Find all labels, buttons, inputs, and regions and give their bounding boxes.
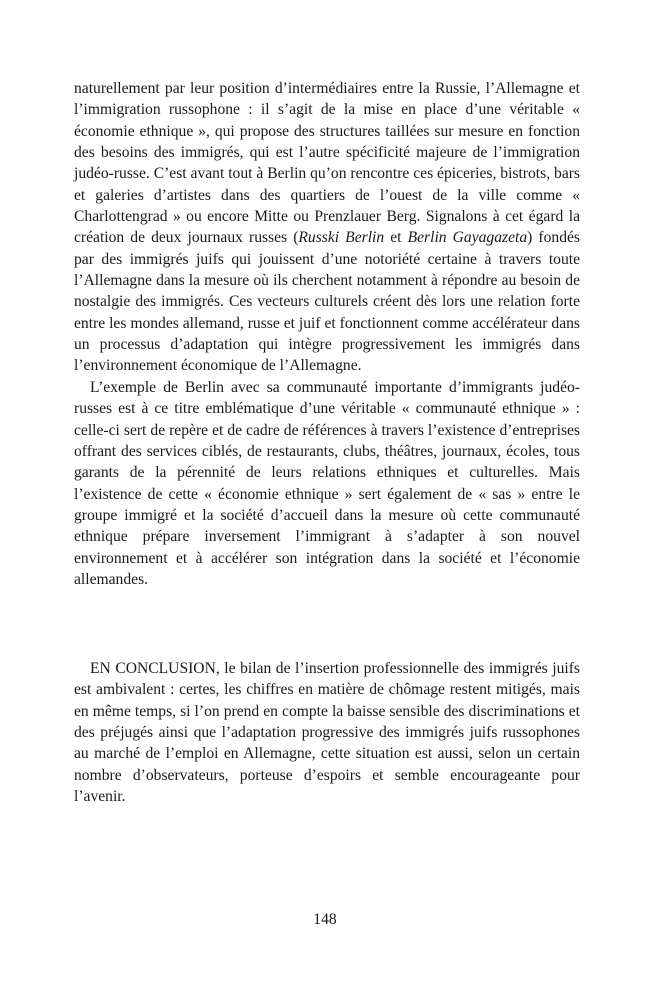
page-number: 148 xyxy=(313,911,337,928)
newspaper-title-berlin-gayagazeta: Berlin Gayagazeta xyxy=(407,229,528,247)
newspaper-title-russki-berlin: Russki Berlin xyxy=(298,229,385,247)
paragraph-1-conjunction: et xyxy=(384,229,408,247)
paragraph-1 xyxy=(74,78,580,377)
paragraph-2 xyxy=(74,377,580,590)
paragraph-conclusion-text: EN CONCLUSION, le bilan de l’insertion professionnelle des immigrés juifs est ambivalent : certes, les chiffres en matière de chômage restent mitigés, mais en même temps, si l’on prend en compte la baisse sensible des discriminations et des préjugés ainsi que l’adaptation progressive des immigrés juifs russophones au marché de l’emploi en Allemagne, cette situation est aussi, selon un certain nombre d’observateurs, porteuse d’espoirs et semble encourageante pour l’avenir. xyxy=(74,660,580,806)
body-text-conclusion xyxy=(74,658,580,807)
body-text-top xyxy=(74,78,580,590)
paragraph-conclusion xyxy=(74,658,580,807)
paragraph-1-continuation: ) fondés par des immigrés juifs qui jouissent d’une notoriété certaine à travers toute l’Allemagne dans la mesure où ils cherchent notamment à répondre au besoin de nostalgie des immigrés. Ces vecteurs culturels créent dès lors une relation forte entre les mondes allemand, russe et juif et fonctionnent comme accélérateur dans un processus d’adaptation qui intègre progressivement les immigrés dans l’environnement économique de l’Allemagne. xyxy=(74,229,580,375)
paragraph-2-text: L’exemple de Berlin avec sa communauté importante d’immigrants judéo-russes est à ce titre emblématique d’une véritable « communauté ethnique » : celle-ci sert de repère et de cadre de références à travers l’existence d’entreprises offrant des services ciblés, de restaurants, clubs, théâtres, journaux, écoles, tous garants de la pérennité de leurs relations ethniques et culturelles. Mais l’existence de cette « économie ethnique » sert également de « sas » entre le groupe immigré et la société d’accueil dans la mesure où cette communauté ethnique prépare inversement l’immigrant à s’adapter à son nouvel environnement et à accélérer son intégration dans la société et l’économie allemandes. xyxy=(74,378,580,588)
paragraph-1-text: naturellement par leur position d’intermédiaires entre la Russie, l’Allemagne et l’immigration russophone : il s’agit de la mise en place d’une véritable « économie ethnique », qui propose des structures taillées sur mesure en fonction des besoins des immigrés, qui est l’autre spécificité majeure de l’immigration judéo-russe. C’est avant tout à Berlin qu’on rencontre ces épiceries, bistrots, bars et galeries d’artistes dans des quartiers de l’ouest de la ville comme « Charlottengrad » ou encore Mitte ou Prenzlauer Berg. Signalons à cet égard la création de deux journaux russes ( xyxy=(74,80,580,247)
